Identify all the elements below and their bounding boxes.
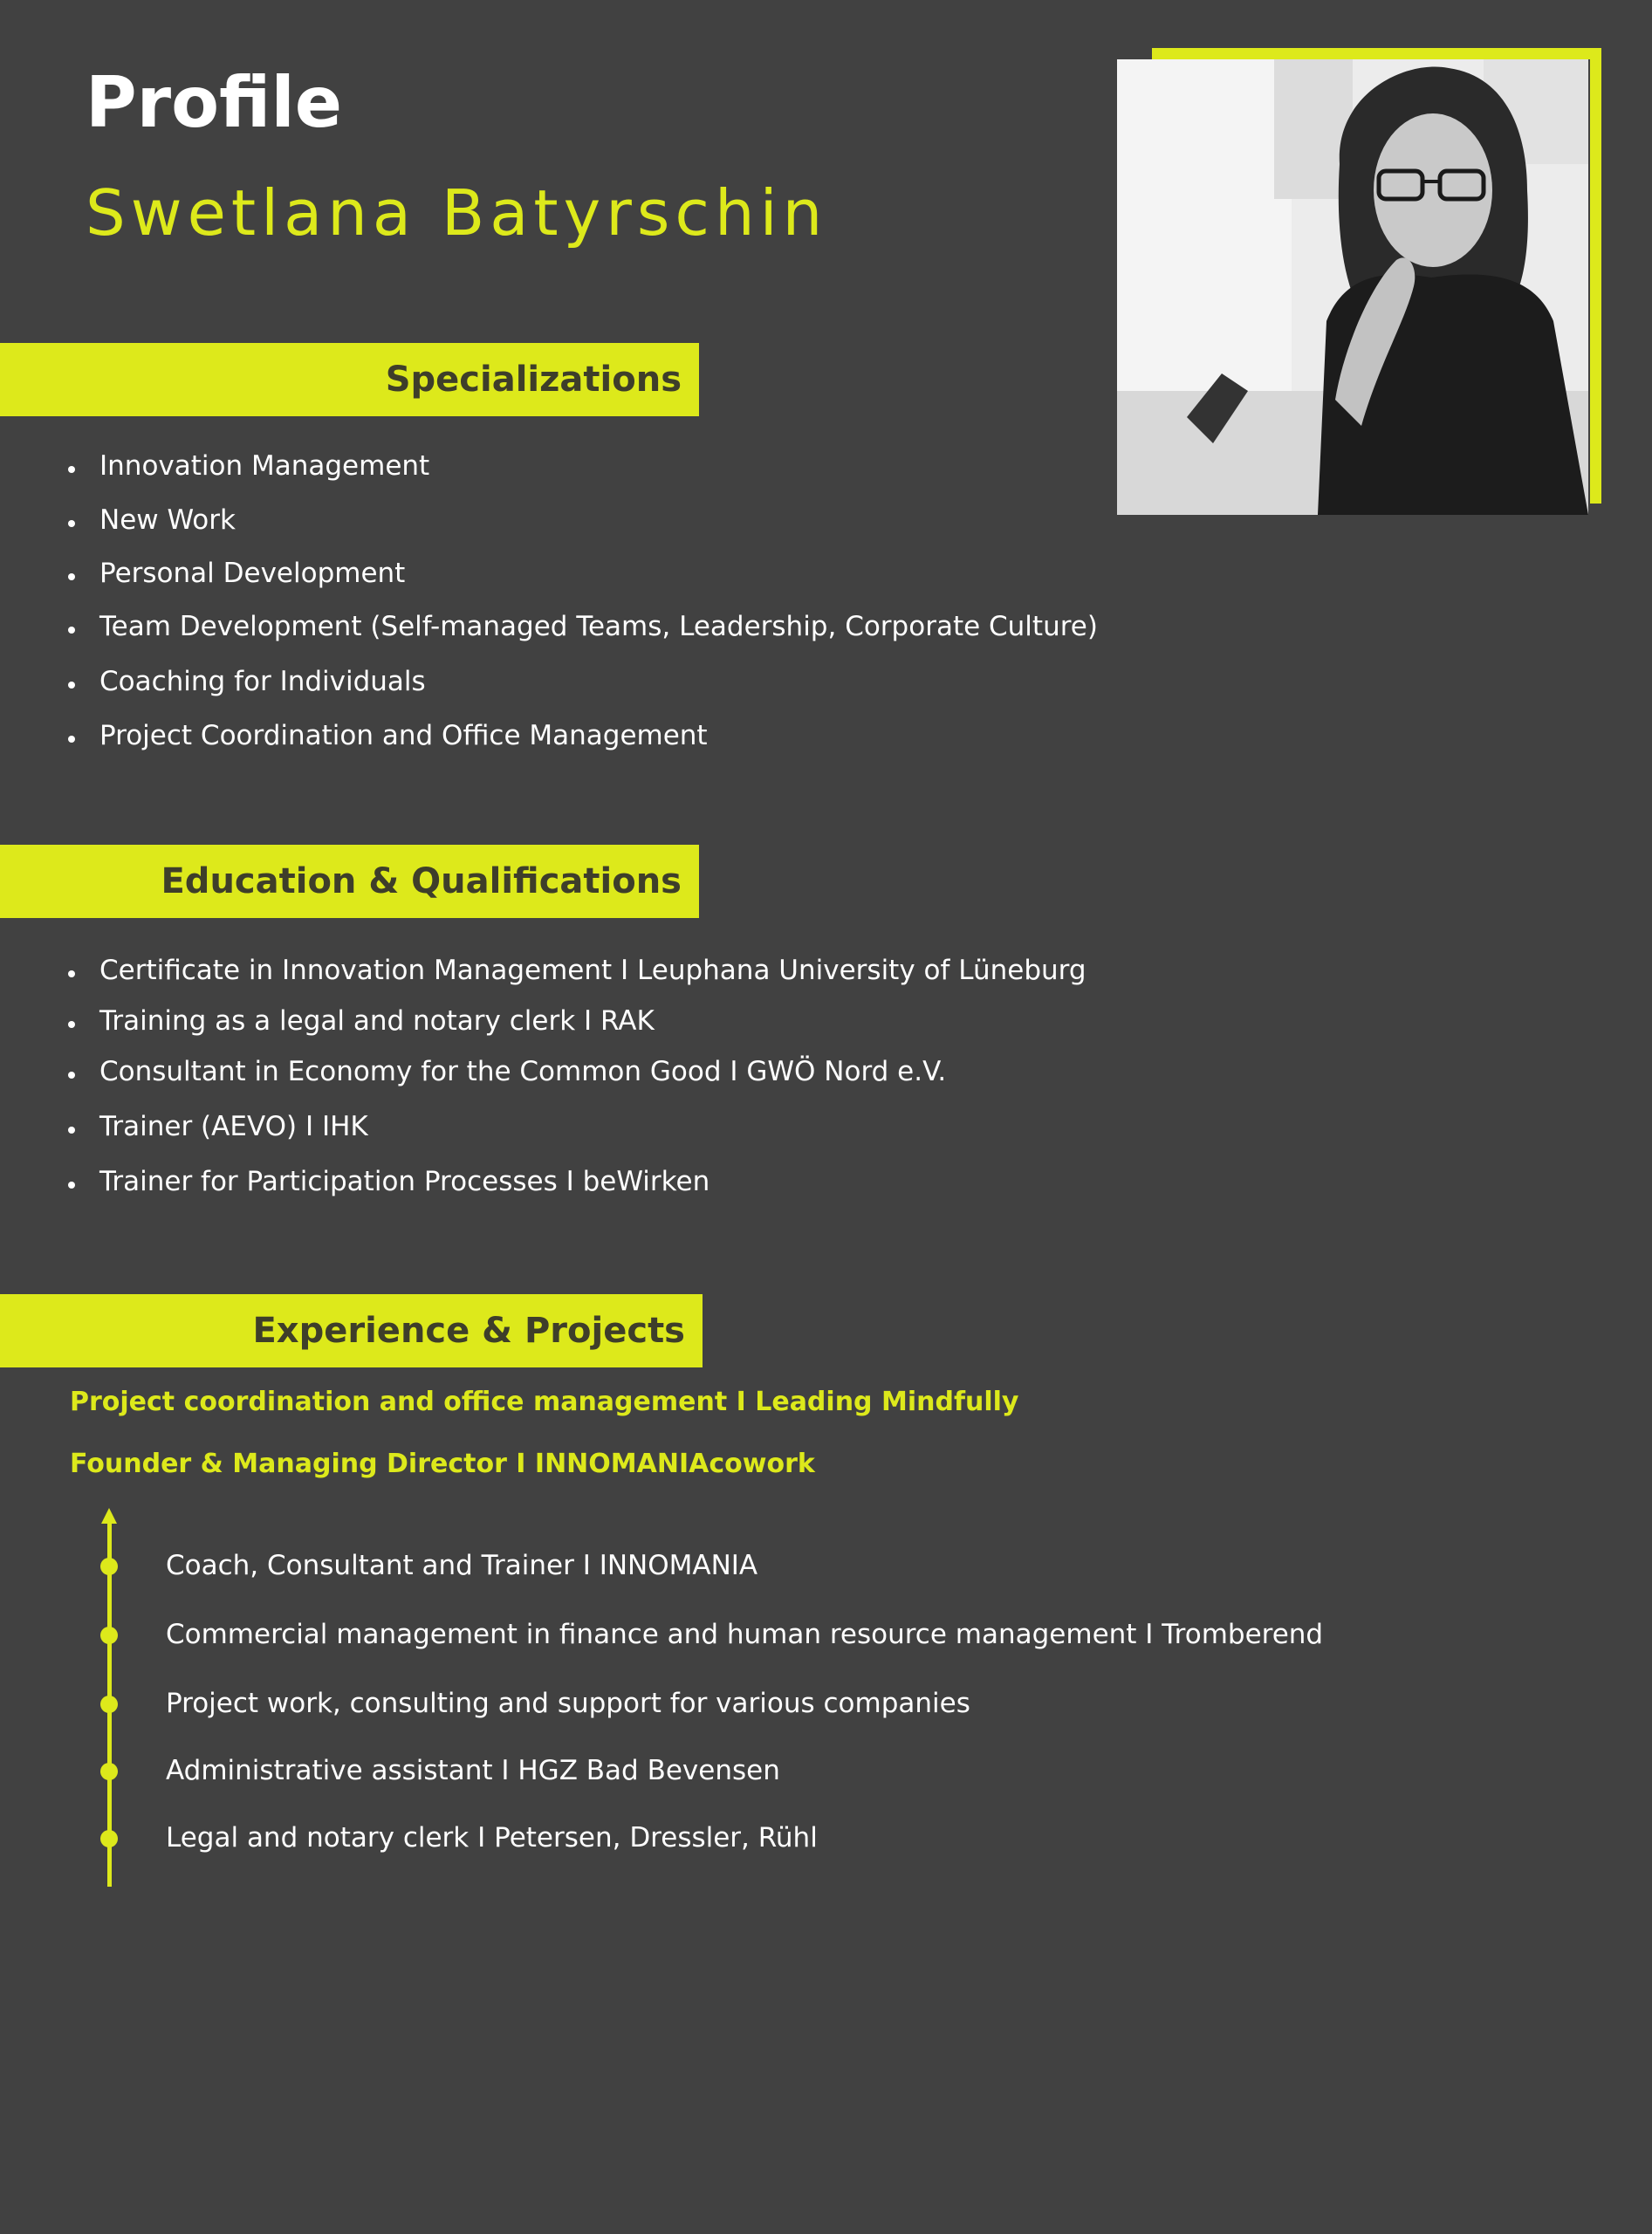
timeline-dot [100, 1830, 118, 1847]
timeline-item: Project work, consulting and support for various companies [166, 1688, 970, 1719]
list-item: Team Development (Self-managed Teams, Leadership, Corporate Culture) [68, 611, 1098, 666]
list-item: Trainer (AEVO) I IHK [68, 1111, 1086, 1166]
section-header-specializations [0, 343, 699, 416]
section-heading: Experience & Projects [252, 1311, 685, 1351]
section-header-education [0, 845, 699, 918]
timeline-dot [100, 1627, 118, 1644]
timeline-item: Coach, Consultant and Trainer I INNOMANIA [166, 1550, 758, 1581]
experience-highlight: Project coordination and office management I Leading Mindfully [70, 1387, 1019, 1417]
timeline-item: Commercial management in finance and human resource management I Tromberend [166, 1619, 1324, 1650]
portrait-image [1117, 59, 1588, 515]
specializations-list [68, 450, 1098, 774]
list-item: Coaching for Individuals [68, 666, 1098, 720]
section-heading: Specializations [385, 360, 682, 400]
list-item: Project Coordination and Office Management [68, 720, 1098, 774]
list-item: Trainer for Participation Processes I beWirken [68, 1166, 1086, 1220]
list-item: Training as a legal and notary clerk I RAK [68, 1005, 1086, 1056]
list-item: Innovation Management [68, 450, 1098, 504]
timeline-dot [100, 1763, 118, 1780]
list-item: Certificate in Innovation Management I Leuphana University of Lüneburg [68, 955, 1086, 1005]
page-title: Profile [86, 62, 343, 143]
profile-photo [1117, 59, 1588, 515]
list-item: Personal Development [68, 558, 1098, 611]
experience-highlight: Founder & Managing Director I INNOMANIAcowork [70, 1449, 815, 1479]
list-item: Consultant in Economy for the Common Good I GWÖ Nord e.V. [68, 1056, 1086, 1111]
person-name: Swetlana Batyrschin [86, 176, 828, 250]
education-list [68, 955, 1086, 1220]
section-heading: Education & Qualifications [161, 861, 682, 901]
section-header-experience [0, 1294, 703, 1367]
timeline-item: Administrative assistant I HGZ Bad Bevensen [166, 1755, 780, 1786]
timeline-item: Legal and notary clerk I Petersen, Dressler, Rühl [166, 1822, 818, 1854]
timeline-dot [100, 1696, 118, 1713]
timeline-dot [100, 1558, 118, 1575]
list-item: New Work [68, 504, 1098, 558]
